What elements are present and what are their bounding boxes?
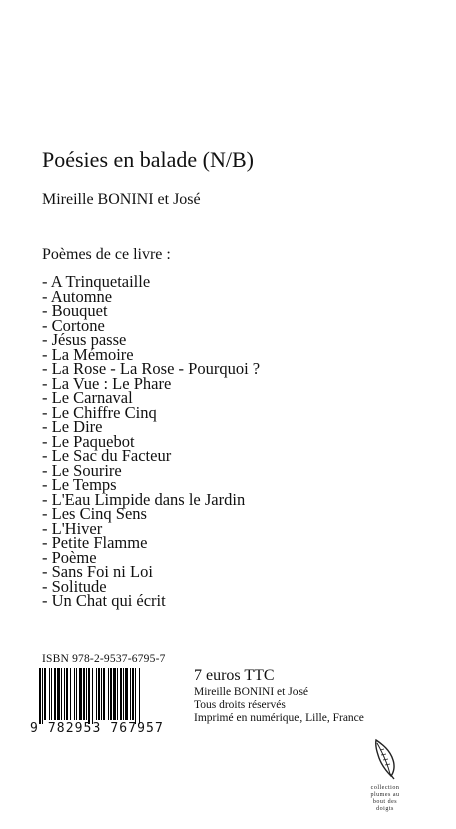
- barcode-bar: [70, 668, 71, 720]
- poem-item: - A Trinquetaille: [42, 272, 151, 291]
- barcode-digits: 9 782953 767957: [30, 721, 164, 736]
- barcode-bar: [66, 668, 68, 720]
- barcode-bar: [42, 668, 43, 724]
- poem-item: - Le Temps: [42, 475, 117, 494]
- collection-name: [360, 785, 410, 813]
- barcode-bar: [123, 668, 124, 720]
- barcode: [38, 668, 170, 724]
- barcode-bar: [61, 668, 62, 720]
- poems-heading: Poèmes de ce livre :: [42, 246, 171, 263]
- book-title: Poésies en balade (N/B): [42, 147, 254, 172]
- barcode-bar: [44, 668, 46, 720]
- barcode-bar: [110, 668, 112, 720]
- barcode-bar: [39, 668, 41, 724]
- poem-item: - Le Sac du Facteur: [42, 446, 172, 465]
- poem-item: - Un Chat qui écrit: [42, 591, 166, 610]
- barcode-bar: [113, 668, 116, 720]
- poem-item: - Jésus passe: [42, 330, 127, 349]
- poem-item: - L'Hiver: [42, 518, 103, 538]
- poem-item: - Poème: [42, 547, 97, 567]
- barcode-bar: [54, 668, 56, 720]
- poem-item: - Sans Foi ni Loi: [42, 562, 153, 581]
- barcode-bar: [117, 668, 118, 720]
- printing-notice: Imprimé en numérique, Lille, France: [194, 712, 364, 724]
- barcode-bar: [83, 668, 85, 720]
- collection-name-line: collection: [370, 785, 400, 791]
- barcode-bar: [49, 668, 50, 720]
- barcode-bar: [51, 668, 52, 720]
- barcode-bar: [88, 668, 90, 724]
- poem-item: - La Vue : Le Phare: [42, 373, 172, 393]
- collection-name-line: plumes au: [370, 792, 400, 798]
- barcode-bar: [120, 668, 122, 720]
- quill-feather-icon: [360, 736, 410, 780]
- collection-logo: [360, 736, 410, 813]
- poem-item: - Le Carnaval: [42, 388, 133, 407]
- poem-item: - Les Cinq Sens: [42, 504, 147, 523]
- poem-item: - L'Eau Limpide dans le Jardin: [42, 489, 246, 509]
- poem-item: - Le Chiffre Cinq: [42, 402, 157, 422]
- poem-item: - Bouquet: [42, 301, 108, 320]
- poem-list: [42, 272, 261, 610]
- barcode-bar: [96, 668, 97, 720]
- barcode-bar: [130, 668, 131, 720]
- barcode-bar: [86, 668, 87, 720]
- barcode-bar: [79, 668, 82, 720]
- poem-item: - Automne: [42, 286, 113, 306]
- barcode-bar: [132, 668, 134, 720]
- collection-name-line: bout des: [372, 799, 398, 805]
- poem-item: - Le Sourire: [42, 460, 122, 480]
- barcode-bar: [98, 668, 100, 720]
- poem-item: - Cortone: [42, 315, 105, 335]
- rights-notice: Tous droits réservés: [194, 699, 286, 711]
- barcode-bars: [38, 668, 170, 724]
- barcode-bar: [101, 668, 102, 720]
- barcode-bar: [92, 668, 93, 724]
- barcode-bar: [125, 668, 128, 720]
- poem-item: - Le Paquebot: [42, 431, 135, 451]
- poem-item: - Petite Flamme: [42, 533, 148, 552]
- poem-item: - Le Dire: [42, 417, 103, 436]
- collection-name-line: doigts: [376, 806, 394, 812]
- poem-item: - La Mémoire: [42, 344, 134, 364]
- price: 7 euros TTC: [194, 667, 275, 684]
- barcode-bar: [108, 668, 109, 720]
- barcode-bar: [64, 668, 65, 720]
- publisher-author: Mireille BONINI et José: [194, 686, 309, 698]
- isbn-number: ISBN 978-2-9537-6795-7: [42, 653, 166, 665]
- barcode-bar: [139, 668, 140, 724]
- barcode-bar: [74, 668, 75, 720]
- poem-item: - Solitude: [42, 576, 107, 596]
- barcode-bar: [57, 668, 60, 720]
- book-author: Mireille BONINI et José: [42, 191, 201, 208]
- barcode-bar: [135, 668, 136, 724]
- poem-item: - La Rose - La Rose - Pourquoi ?: [42, 359, 261, 378]
- barcode-bar: [76, 668, 77, 720]
- barcode-bar: [103, 668, 105, 720]
